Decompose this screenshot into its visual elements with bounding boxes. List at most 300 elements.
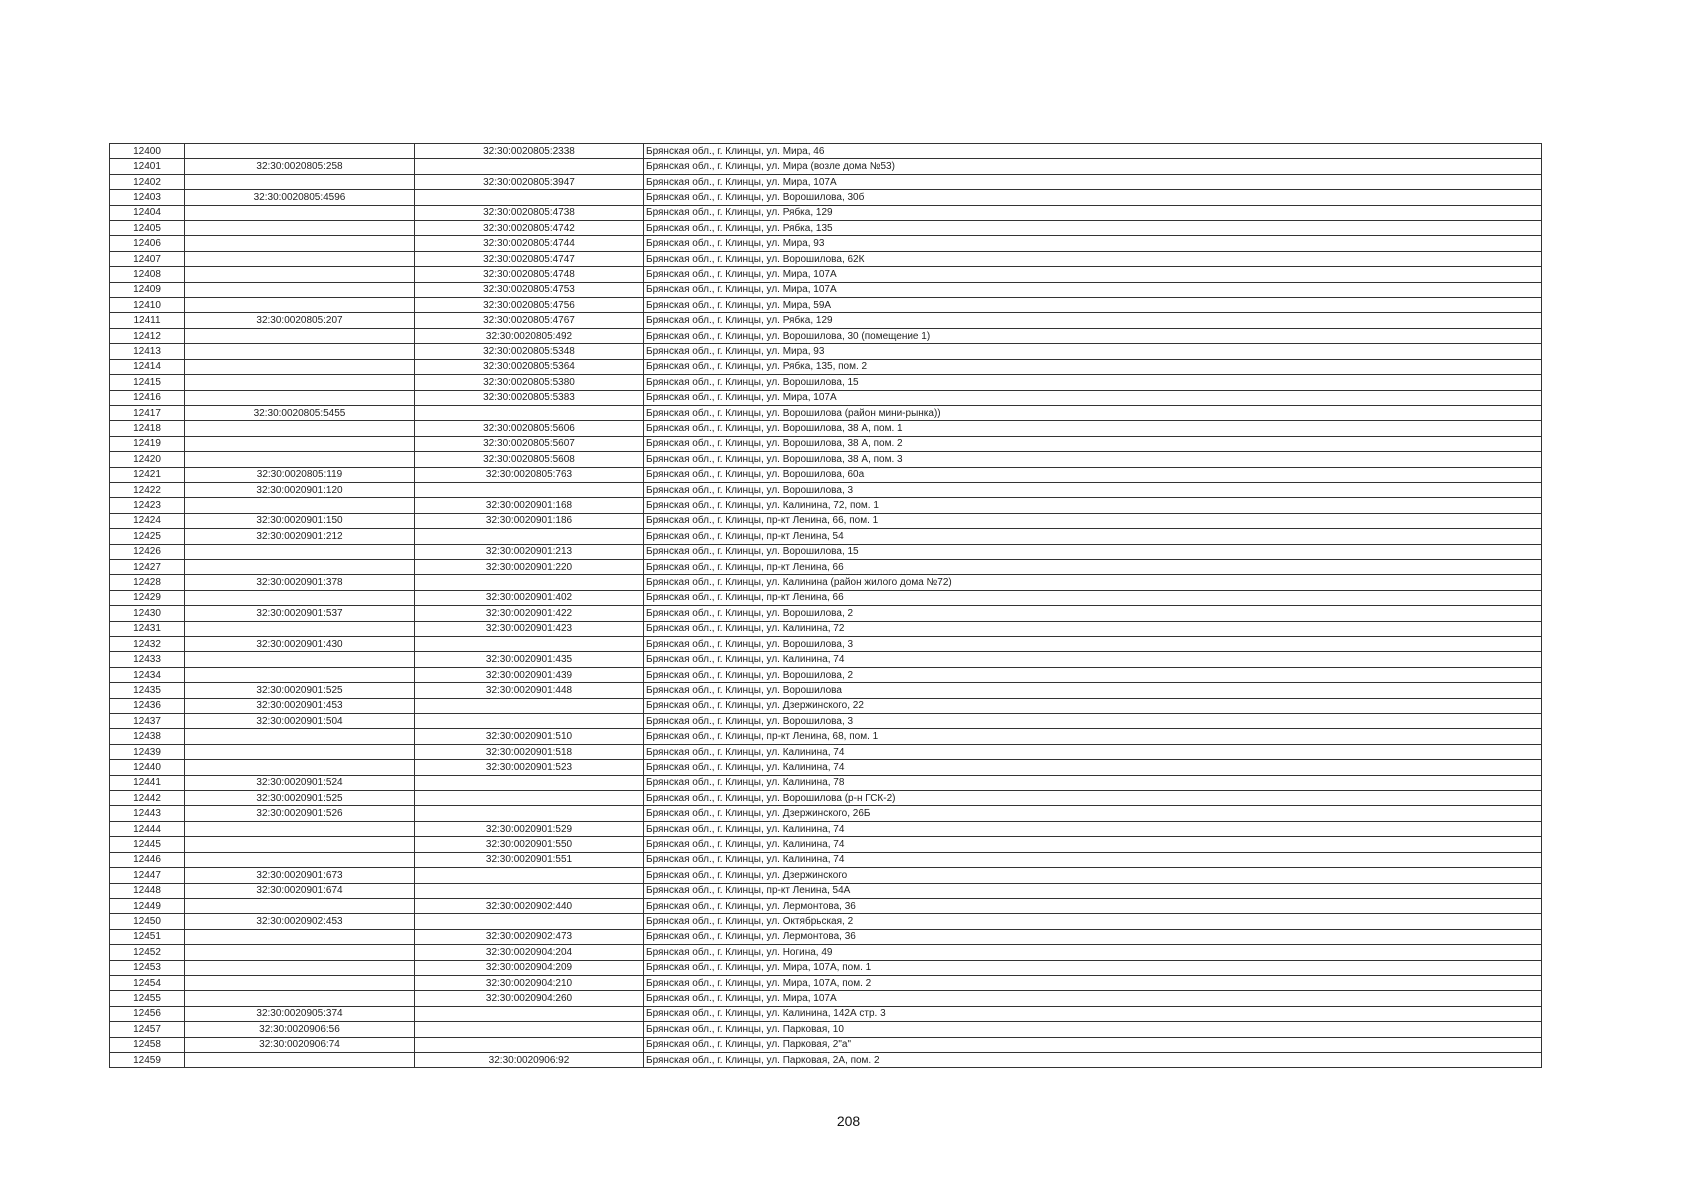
cadastral-number-cell <box>185 729 415 744</box>
row-number-cell: 12454 <box>110 975 185 990</box>
cadastral-number-cell <box>185 590 415 605</box>
cadastral-number-cell: 32:30:0020904:204 <box>415 945 644 960</box>
cadastral-number-cell: 32:30:0020901:150 <box>185 513 415 528</box>
address-cell: Брянская обл., г. Клинцы, ул. Ворошилова, 2 <box>644 606 1542 621</box>
table-row <box>110 513 1542 528</box>
cadastral-number-cell: 32:30:0020805:4756 <box>415 298 644 313</box>
row-number-cell: 12407 <box>110 251 185 266</box>
cadastral-number-cell <box>185 205 415 220</box>
table-row <box>110 1037 1542 1052</box>
table-row <box>110 159 1542 174</box>
cadastral-number-cell: 32:30:0020901:529 <box>415 821 644 836</box>
table-row <box>110 190 1542 205</box>
row-number-cell: 12402 <box>110 174 185 189</box>
row-number-cell: 12450 <box>110 914 185 929</box>
cadastral-number-cell: 32:30:0020901:220 <box>415 559 644 574</box>
row-number-cell: 12442 <box>110 791 185 806</box>
row-number-cell: 12458 <box>110 1037 185 1052</box>
address-cell: Брянская обл., г. Клинцы, ул. Ворошилова, 38 А, пом. 1 <box>644 421 1542 436</box>
table-row <box>110 144 1542 159</box>
address-cell: Брянская обл., г. Клинцы, ул. Парковая, 2"а" <box>644 1037 1542 1052</box>
cadastral-number-cell: 32:30:0020901:168 <box>415 498 644 513</box>
address-cell: Брянская обл., г. Клинцы, ул. Мира, 93 <box>644 236 1542 251</box>
row-number-cell: 12429 <box>110 590 185 605</box>
cadastral-number-cell <box>185 359 415 374</box>
table-row <box>110 405 1542 420</box>
table-row <box>110 852 1542 867</box>
cadastral-number-cell: 32:30:0020901:422 <box>415 606 644 621</box>
address-cell: Брянская обл., г. Клинцы, ул. Ворошилова, 30 (помещение 1) <box>644 328 1542 343</box>
cadastral-number-cell: 32:30:0020805:258 <box>185 159 415 174</box>
table-row <box>110 559 1542 574</box>
table-row <box>110 174 1542 189</box>
table-row <box>110 775 1542 790</box>
cadastral-number-cell: 32:30:0020904:209 <box>415 960 644 975</box>
cadastral-number-cell: 32:30:0020901:120 <box>185 482 415 497</box>
cadastral-number-cell: 32:30:0020901:453 <box>185 698 415 713</box>
table-row <box>110 267 1542 282</box>
address-cell: Брянская обл., г. Клинцы, ул. Рябка, 135 <box>644 221 1542 236</box>
address-cell: Брянская обл., г. Клинцы, пр-кт Ленина, 68, пом. 1 <box>644 729 1542 744</box>
address-cell: Брянская обл., г. Клинцы, ул. Мира, 107А <box>644 282 1542 297</box>
cadastral-number-cell <box>415 714 644 729</box>
address-cell: Брянская обл., г. Клинцы, пр-кт Ленина, 54 <box>644 529 1542 544</box>
cadastral-number-cell <box>185 898 415 913</box>
cadastral-number-cell <box>185 852 415 867</box>
row-number-cell: 12411 <box>110 313 185 328</box>
table-row <box>110 467 1542 482</box>
cadastral-number-cell <box>185 344 415 359</box>
address-cell: Брянская обл., г. Клинцы, ул. Ворошилова, 2 <box>644 667 1542 682</box>
cadastral-number-cell <box>185 390 415 405</box>
registry-table <box>109 143 1542 1068</box>
row-number-cell: 12404 <box>110 205 185 220</box>
cadastral-number-cell <box>415 159 644 174</box>
cadastral-number-cell: 32:30:0020902:440 <box>415 898 644 913</box>
cadastral-number-cell <box>415 1022 644 1037</box>
cadastral-number-cell: 32:30:0020805:5383 <box>415 390 644 405</box>
cadastral-number-cell <box>185 452 415 467</box>
table-row <box>110 760 1542 775</box>
row-number-cell: 12426 <box>110 544 185 559</box>
address-cell: Брянская обл., г. Клинцы, ул. Ногина, 49 <box>644 945 1542 960</box>
cadastral-number-cell <box>185 174 415 189</box>
row-number-cell: 12406 <box>110 236 185 251</box>
address-cell: Брянская обл., г. Клинцы, ул. Ворошилова, 15 <box>644 544 1542 559</box>
table-row <box>110 344 1542 359</box>
cadastral-number-cell <box>185 960 415 975</box>
table-row <box>110 1006 1542 1021</box>
address-cell: Брянская обл., г. Клинцы, ул. Ворошилова, 15 <box>644 375 1542 390</box>
cadastral-number-cell <box>185 282 415 297</box>
table-row <box>110 375 1542 390</box>
row-number-cell: 12446 <box>110 852 185 867</box>
row-number-cell: 12453 <box>110 960 185 975</box>
address-cell: Брянская обл., г. Клинцы, ул. Калинина, 74 <box>644 821 1542 836</box>
address-cell: Брянская обл., г. Клинцы, ул. Мира, 107А <box>644 174 1542 189</box>
table-row <box>110 482 1542 497</box>
cadastral-number-cell: 32:30:0020901:673 <box>185 868 415 883</box>
cadastral-number-cell: 32:30:0020901:523 <box>415 760 644 775</box>
table-row <box>110 359 1542 374</box>
cadastral-number-cell <box>185 375 415 390</box>
table-row <box>110 698 1542 713</box>
table-row <box>110 929 1542 944</box>
table-row <box>110 328 1542 343</box>
cadastral-number-cell <box>185 328 415 343</box>
row-number-cell: 12451 <box>110 929 185 944</box>
cadastral-number-cell <box>185 837 415 852</box>
address-cell: Брянская обл., г. Клинцы, пр-кт Ленина, 66 <box>644 559 1542 574</box>
table-row <box>110 991 1542 1006</box>
cadastral-number-cell: 32:30:0020901:435 <box>415 652 644 667</box>
cadastral-number-cell <box>185 559 415 574</box>
address-cell: Брянская обл., г. Клинцы, ул. Калинина, 74 <box>644 760 1542 775</box>
cadastral-number-cell: 32:30:0020805:492 <box>415 328 644 343</box>
cadastral-number-cell <box>415 868 644 883</box>
cadastral-number-cell: 32:30:0020906:74 <box>185 1037 415 1052</box>
cadastral-number-cell: 32:30:0020805:5364 <box>415 359 644 374</box>
address-cell: Брянская обл., г. Клинцы, ул. Мира (возле дома №53) <box>644 159 1542 174</box>
row-number-cell: 12401 <box>110 159 185 174</box>
cadastral-number-cell: 32:30:0020805:4753 <box>415 282 644 297</box>
row-number-cell: 12440 <box>110 760 185 775</box>
cadastral-number-cell <box>415 1006 644 1021</box>
address-cell: Брянская обл., г. Клинцы, ул. Калинина, 74 <box>644 837 1542 852</box>
address-cell: Брянская обл., г. Клинцы, ул. Октябрьская, 2 <box>644 914 1542 929</box>
cadastral-number-cell: 32:30:0020805:4742 <box>415 221 644 236</box>
cadastral-number-cell: 32:30:0020805:3947 <box>415 174 644 189</box>
table-row <box>110 791 1542 806</box>
address-cell: Брянская обл., г. Клинцы, пр-кт Ленина, 66, пом. 1 <box>644 513 1542 528</box>
cadastral-number-cell <box>185 421 415 436</box>
cadastral-number-cell: 32:30:0020901:510 <box>415 729 644 744</box>
cadastral-number-cell: 32:30:0020901:537 <box>185 606 415 621</box>
table-row <box>110 652 1542 667</box>
row-number-cell: 12419 <box>110 436 185 451</box>
cadastral-number-cell: 32:30:0020901:402 <box>415 590 644 605</box>
cadastral-number-cell <box>185 144 415 159</box>
address-cell: Брянская обл., г. Клинцы, ул. Ворошилова (р-н ГСК-2) <box>644 791 1542 806</box>
address-cell: Брянская обл., г. Клинцы, ул. Калинина, 74 <box>644 744 1542 759</box>
row-number-cell: 12438 <box>110 729 185 744</box>
cadastral-number-cell: 32:30:0020805:5455 <box>185 405 415 420</box>
cadastral-number-cell <box>415 698 644 713</box>
cadastral-number-cell: 32:30:0020805:4767 <box>415 313 644 328</box>
address-cell: Брянская обл., г. Клинцы, ул. Ворошилова, 3 <box>644 637 1542 652</box>
cadastral-number-cell <box>185 544 415 559</box>
row-number-cell: 12427 <box>110 559 185 574</box>
address-cell: Брянская обл., г. Клинцы, ул. Мира, 107А <box>644 390 1542 405</box>
cadastral-number-cell <box>185 236 415 251</box>
address-cell: Брянская обл., г. Клинцы, ул. Парковая, 10 <box>644 1022 1542 1037</box>
address-cell: Брянская обл., г. Клинцы, ул. Мира, 59А <box>644 298 1542 313</box>
table-row <box>110 1052 1542 1067</box>
row-number-cell: 12444 <box>110 821 185 836</box>
cadastral-number-cell: 32:30:0020901:526 <box>185 806 415 821</box>
cadastral-number-cell: 32:30:0020805:119 <box>185 467 415 482</box>
table-row <box>110 714 1542 729</box>
row-number-cell: 12425 <box>110 529 185 544</box>
table-row <box>110 590 1542 605</box>
cadastral-number-cell <box>185 221 415 236</box>
address-cell: Брянская обл., г. Клинцы, ул. Калинина, 78 <box>644 775 1542 790</box>
cadastral-number-cell <box>185 760 415 775</box>
table-row <box>110 251 1542 266</box>
row-number-cell: 12409 <box>110 282 185 297</box>
address-cell: Брянская обл., г. Клинцы, ул. Калинина, 72, пом. 1 <box>644 498 1542 513</box>
row-number-cell: 12437 <box>110 714 185 729</box>
row-number-cell: 12441 <box>110 775 185 790</box>
table-row <box>110 683 1542 698</box>
cadastral-number-cell: 32:30:0020805:5608 <box>415 452 644 467</box>
row-number-cell: 12416 <box>110 390 185 405</box>
cadastral-number-cell <box>185 621 415 636</box>
table-row <box>110 313 1542 328</box>
cadastral-number-cell <box>415 575 644 590</box>
cadastral-number-cell: 32:30:0020901:448 <box>415 683 644 698</box>
cadastral-number-cell <box>415 637 644 652</box>
cadastral-number-cell <box>185 652 415 667</box>
cadastral-number-cell <box>415 529 644 544</box>
row-number-cell: 12457 <box>110 1022 185 1037</box>
row-number-cell: 12449 <box>110 898 185 913</box>
cadastral-number-cell: 32:30:0020906:56 <box>185 1022 415 1037</box>
table-row <box>110 205 1542 220</box>
address-cell: Брянская обл., г. Клинцы, ул. Рябка, 129 <box>644 205 1542 220</box>
table-row <box>110 914 1542 929</box>
cadastral-number-cell: 32:30:0020805:2338 <box>415 144 644 159</box>
table-row <box>110 637 1542 652</box>
address-cell: Брянская обл., г. Клинцы, ул. Мира, 46 <box>644 144 1542 159</box>
cadastral-number-cell: 32:30:0020905:374 <box>185 1006 415 1021</box>
row-number-cell: 12417 <box>110 405 185 420</box>
address-cell: Брянская обл., г. Клинцы, ул. Рябка, 135, пом. 2 <box>644 359 1542 374</box>
cadastral-number-cell: 32:30:0020805:207 <box>185 313 415 328</box>
cadastral-number-cell: 32:30:0020805:5380 <box>415 375 644 390</box>
cadastral-number-cell <box>185 821 415 836</box>
cadastral-number-cell: 32:30:0020805:4738 <box>415 205 644 220</box>
cadastral-number-cell: 32:30:0020805:763 <box>415 467 644 482</box>
row-number-cell: 12420 <box>110 452 185 467</box>
cadastral-number-cell: 32:30:0020901:439 <box>415 667 644 682</box>
address-cell: Брянская обл., г. Клинцы, ул. Рябка, 129 <box>644 313 1542 328</box>
row-number-cell: 12448 <box>110 883 185 898</box>
address-cell: Брянская обл., г. Клинцы, ул. Мира, 93 <box>644 344 1542 359</box>
address-cell: Брянская обл., г. Клинцы, пр-кт Ленина, 66 <box>644 590 1542 605</box>
table-row <box>110 498 1542 513</box>
address-cell: Брянская обл., г. Клинцы, ул. Дзержинского, 22 <box>644 698 1542 713</box>
cadastral-number-cell: 32:30:0020904:260 <box>415 991 644 1006</box>
cadastral-number-cell <box>415 883 644 898</box>
cadastral-number-cell <box>415 1037 644 1052</box>
cadastral-number-cell: 32:30:0020901:430 <box>185 637 415 652</box>
table-row <box>110 236 1542 251</box>
cadastral-number-cell <box>415 482 644 497</box>
cadastral-number-cell <box>185 298 415 313</box>
row-number-cell: 12421 <box>110 467 185 482</box>
row-number-cell: 12400 <box>110 144 185 159</box>
address-cell: Брянская обл., г. Клинцы, ул. Ворошилова, 38 А, пом. 3 <box>644 452 1542 467</box>
row-number-cell: 12415 <box>110 375 185 390</box>
row-number-cell: 12414 <box>110 359 185 374</box>
table-row <box>110 421 1542 436</box>
table-row <box>110 868 1542 883</box>
row-number-cell: 12412 <box>110 328 185 343</box>
row-number-cell: 12433 <box>110 652 185 667</box>
table-row <box>110 436 1542 451</box>
table-row <box>110 282 1542 297</box>
address-cell: Брянская обл., г. Клинцы, ул. Ворошилова, 38 А, пом. 2 <box>644 436 1542 451</box>
cadastral-number-cell: 32:30:0020805:4748 <box>415 267 644 282</box>
address-cell: Брянская обл., г. Клинцы, ул. Ворошилова, 30б <box>644 190 1542 205</box>
row-number-cell: 12434 <box>110 667 185 682</box>
table-row <box>110 806 1542 821</box>
address-cell: Брянская обл., г. Клинцы, ул. Калинина, 142А стр. 3 <box>644 1006 1542 1021</box>
row-number-cell: 12456 <box>110 1006 185 1021</box>
table-row <box>110 729 1542 744</box>
address-cell: Брянская обл., г. Клинцы, ул. Ворошилова <box>644 683 1542 698</box>
address-cell: Брянская обл., г. Клинцы, пр-кт Ленина, 54А <box>644 883 1542 898</box>
row-number-cell: 12459 <box>110 1052 185 1067</box>
cadastral-number-cell: 32:30:0020902:453 <box>185 914 415 929</box>
table-row <box>110 883 1542 898</box>
cadastral-number-cell: 32:30:0020901:550 <box>415 837 644 852</box>
table-row <box>110 575 1542 590</box>
table-row <box>110 544 1542 559</box>
cadastral-number-cell: 32:30:0020901:518 <box>415 744 644 759</box>
cadastral-number-cell <box>185 991 415 1006</box>
cadastral-number-cell <box>185 436 415 451</box>
cadastral-number-cell <box>185 1052 415 1067</box>
cadastral-number-cell: 32:30:0020805:4744 <box>415 236 644 251</box>
cadastral-number-cell: 32:30:0020901:186 <box>415 513 644 528</box>
row-number-cell: 12410 <box>110 298 185 313</box>
row-number-cell: 12435 <box>110 683 185 698</box>
address-cell: Брянская обл., г. Клинцы, ул. Дзержинского <box>644 868 1542 883</box>
row-number-cell: 12445 <box>110 837 185 852</box>
table-row <box>110 298 1542 313</box>
table-body <box>110 144 1542 1068</box>
table-row <box>110 221 1542 236</box>
address-cell: Брянская обл., г. Клинцы, ул. Мира, 107А, пом. 2 <box>644 975 1542 990</box>
table-row <box>110 945 1542 960</box>
table-row <box>110 744 1542 759</box>
cadastral-number-cell: 32:30:0020805:4747 <box>415 251 644 266</box>
address-cell: Брянская обл., г. Клинцы, ул. Ворошилова (район мини-рынка)) <box>644 405 1542 420</box>
table-row <box>110 390 1542 405</box>
address-cell: Брянская обл., г. Клинцы, ул. Ворошилова, 62К <box>644 251 1542 266</box>
row-number-cell: 12413 <box>110 344 185 359</box>
table-row <box>110 837 1542 852</box>
cadastral-number-cell: 32:30:0020902:473 <box>415 929 644 944</box>
table-row <box>110 975 1542 990</box>
address-cell: Брянская обл., г. Клинцы, ул. Ворошилова, 3 <box>644 482 1542 497</box>
cadastral-number-cell: 32:30:0020901:378 <box>185 575 415 590</box>
cadastral-number-cell: 32:30:0020901:524 <box>185 775 415 790</box>
address-cell: Брянская обл., г. Клинцы, ул. Лермонтова, 36 <box>644 929 1542 944</box>
address-cell: Брянская обл., г. Клинцы, ул. Лермонтова, 36 <box>644 898 1542 913</box>
cadastral-number-cell: 32:30:0020901:525 <box>185 683 415 698</box>
cadastral-number-cell <box>415 914 644 929</box>
page-number: 208 <box>836 1113 861 1129</box>
cadastral-number-cell: 32:30:0020901:551 <box>415 852 644 867</box>
row-number-cell: 12428 <box>110 575 185 590</box>
cadastral-number-cell: 32:30:0020904:210 <box>415 975 644 990</box>
row-number-cell: 12430 <box>110 606 185 621</box>
row-number-cell: 12452 <box>110 945 185 960</box>
table-row <box>110 898 1542 913</box>
address-cell: Брянская обл., г. Клинцы, ул. Мира, 107А, пом. 1 <box>644 960 1542 975</box>
address-cell: Брянская обл., г. Клинцы, ул. Ворошилова, 60а <box>644 467 1542 482</box>
row-number-cell: 12443 <box>110 806 185 821</box>
row-number-cell: 12431 <box>110 621 185 636</box>
cadastral-number-cell: 32:30:0020906:92 <box>415 1052 644 1067</box>
cadastral-number-cell <box>415 806 644 821</box>
cadastral-number-cell <box>185 975 415 990</box>
row-number-cell: 12405 <box>110 221 185 236</box>
row-number-cell: 12418 <box>110 421 185 436</box>
row-number-cell: 12408 <box>110 267 185 282</box>
row-number-cell: 12455 <box>110 991 185 1006</box>
address-cell: Брянская обл., г. Клинцы, ул. Калинина, 74 <box>644 852 1542 867</box>
cadastral-number-cell: 32:30:0020805:4596 <box>185 190 415 205</box>
table-row <box>110 1022 1542 1037</box>
table-row <box>110 821 1542 836</box>
cadastral-number-cell <box>185 251 415 266</box>
row-number-cell: 12403 <box>110 190 185 205</box>
cadastral-number-cell: 32:30:0020901:423 <box>415 621 644 636</box>
row-number-cell: 12432 <box>110 637 185 652</box>
cadastral-number-cell: 32:30:0020805:5606 <box>415 421 644 436</box>
address-cell: Брянская обл., г. Клинцы, ул. Мира, 107А <box>644 991 1542 1006</box>
row-number-cell: 12424 <box>110 513 185 528</box>
address-cell: Брянская обл., г. Клинцы, ул. Дзержинского, 26Б <box>644 806 1542 821</box>
row-number-cell: 12436 <box>110 698 185 713</box>
row-number-cell: 12447 <box>110 868 185 883</box>
table-row <box>110 667 1542 682</box>
table-row <box>110 529 1542 544</box>
table-row <box>110 960 1542 975</box>
table-row <box>110 452 1542 467</box>
cadastral-number-cell <box>415 405 644 420</box>
cadastral-number-cell <box>415 190 644 205</box>
address-cell: Брянская обл., г. Клинцы, ул. Ворошилова, 3 <box>644 714 1542 729</box>
cadastral-number-cell <box>185 267 415 282</box>
address-cell: Брянская обл., г. Клинцы, ул. Парковая, 2А, пом. 2 <box>644 1052 1542 1067</box>
cadastral-number-cell: 32:30:0020901:212 <box>185 529 415 544</box>
cadastral-number-cell <box>185 929 415 944</box>
cadastral-number-cell <box>185 667 415 682</box>
cadastral-number-cell: 32:30:0020805:5348 <box>415 344 644 359</box>
cadastral-number-cell <box>185 945 415 960</box>
address-cell: Брянская обл., г. Клинцы, ул. Калинина, 74 <box>644 652 1542 667</box>
table-row <box>110 606 1542 621</box>
cadastral-number-cell: 32:30:0020901:525 <box>185 791 415 806</box>
cadastral-number-cell: 32:30:0020901:213 <box>415 544 644 559</box>
cadastral-number-cell <box>185 498 415 513</box>
table-row <box>110 621 1542 636</box>
cadastral-number-cell <box>415 775 644 790</box>
address-cell: Брянская обл., г. Клинцы, ул. Калинина (район жилого дома №72) <box>644 575 1542 590</box>
row-number-cell: 12439 <box>110 744 185 759</box>
cadastral-number-cell <box>185 744 415 759</box>
address-cell: Брянская обл., г. Клинцы, ул. Калинина, 72 <box>644 621 1542 636</box>
cadastral-number-cell <box>415 791 644 806</box>
cadastral-number-cell: 32:30:0020805:5607 <box>415 436 644 451</box>
cadastral-number-cell: 32:30:0020901:674 <box>185 883 415 898</box>
address-cell: Брянская обл., г. Клинцы, ул. Мира, 107А <box>644 267 1542 282</box>
